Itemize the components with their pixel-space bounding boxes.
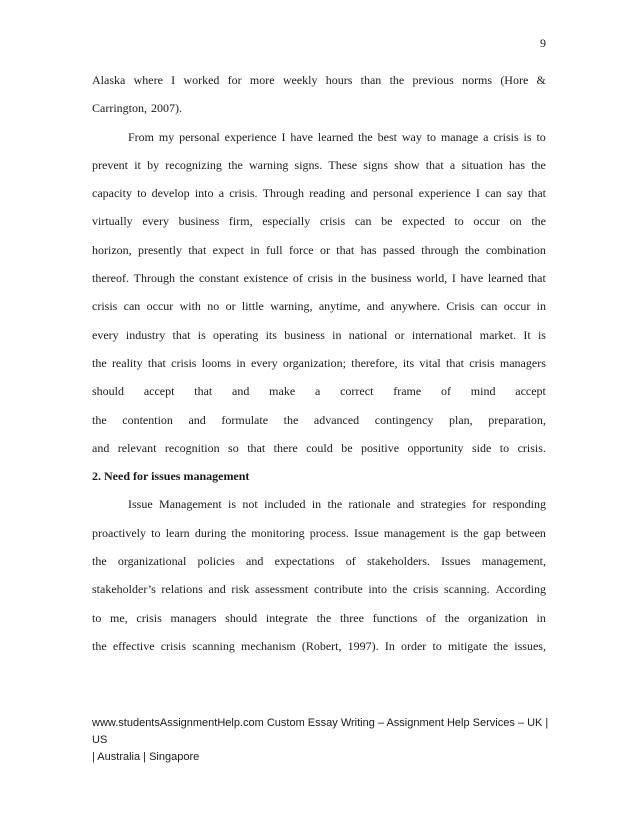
word: occur — [503, 299, 531, 314]
word: business — [370, 271, 412, 286]
word: contribute — [314, 582, 363, 597]
word: the — [231, 525, 247, 540]
footer-line-1: www.studentsAssignmentHelp.com Custom Essay Writing – Assignment Help Services – UK | US — [92, 717, 549, 746]
word: of — [345, 554, 356, 569]
word: to — [536, 129, 546, 144]
text-line — [92, 434, 546, 462]
paragraphs-after-heading — [92, 490, 546, 660]
word: managers — [499, 355, 546, 370]
word: existence — [243, 271, 289, 286]
text-line — [92, 349, 546, 377]
word: manage — [440, 129, 479, 144]
word: included — [264, 497, 306, 512]
word: should — [225, 610, 258, 625]
word: in — [536, 299, 546, 314]
word: international — [411, 327, 473, 342]
word: could — [306, 440, 333, 455]
text-line — [92, 604, 546, 632]
word: or — [225, 299, 236, 314]
text-line — [92, 179, 546, 207]
word: It — [523, 327, 531, 342]
word: industry — [125, 327, 166, 342]
word: the — [444, 610, 460, 625]
word: to — [499, 440, 510, 455]
word: warning, — [270, 299, 313, 314]
word: to — [137, 186, 147, 201]
paragraph — [92, 66, 546, 123]
word: make — [269, 384, 296, 399]
word: in — [236, 355, 246, 370]
word: crisis — [171, 355, 197, 370]
word: of — [426, 610, 436, 625]
word: be — [381, 214, 393, 229]
word: rationale — [348, 497, 391, 512]
word: advanced — [313, 412, 360, 427]
word: three — [339, 610, 364, 625]
word: accept — [143, 384, 175, 399]
word: risk — [231, 582, 250, 597]
word: previous — [412, 73, 454, 87]
word: the — [327, 497, 343, 512]
word: worked — [183, 73, 220, 87]
word: say — [506, 186, 523, 201]
word: anywhere. — [390, 299, 441, 314]
text-line — [92, 547, 546, 575]
word: occur — [146, 299, 174, 314]
word: experience — [224, 129, 277, 144]
text-line — [92, 236, 546, 264]
word: learn — [165, 525, 190, 540]
word: recognizing — [165, 157, 222, 172]
word: virtually — [92, 214, 133, 229]
word: the — [392, 582, 408, 597]
word: crisis — [160, 638, 187, 653]
word: opportunity — [407, 440, 464, 455]
word: and — [92, 440, 110, 455]
word: the — [316, 610, 332, 625]
word: proactively — [92, 525, 146, 540]
word: organization; — [282, 355, 346, 370]
paragraphs-before-heading — [92, 66, 546, 462]
word: policies — [197, 554, 235, 569]
word: assessment — [255, 582, 309, 597]
word: monitoring — [251, 525, 305, 540]
word: is — [523, 129, 532, 144]
word: the — [464, 242, 480, 257]
word: and — [366, 299, 385, 314]
word: a — [314, 384, 321, 399]
word: during — [194, 525, 227, 540]
word: so — [228, 440, 239, 455]
word: that — [147, 355, 166, 370]
word: constant — [198, 271, 239, 286]
word: that — [446, 355, 465, 370]
word: every — [142, 214, 169, 229]
word: of — [440, 384, 451, 399]
word: & — [536, 73, 546, 87]
word: In — [384, 638, 395, 653]
word: management, — [481, 554, 546, 569]
word: have — [290, 129, 314, 144]
word: that — [336, 242, 355, 257]
word: preparation, — [488, 412, 546, 427]
word: in — [332, 327, 342, 342]
word: business — [178, 214, 220, 229]
word: I — [451, 271, 456, 286]
word: more — [249, 73, 275, 87]
word: (Hore — [500, 73, 529, 87]
text-line — [92, 207, 546, 235]
footer-line-2: | Australia | Singapore — [92, 751, 200, 763]
word: effective — [112, 638, 155, 653]
word: contention — [122, 412, 173, 427]
word: to — [426, 129, 437, 144]
word: is — [450, 525, 459, 540]
word: and — [350, 186, 368, 201]
word: in — [250, 242, 260, 257]
word: I — [475, 186, 480, 201]
word: situation — [461, 157, 503, 172]
word: crisis. — [517, 440, 546, 455]
word: develop — [151, 186, 190, 201]
word: that — [528, 186, 546, 201]
word: the — [228, 157, 243, 172]
word: I — [281, 129, 286, 144]
paragraph — [92, 123, 546, 463]
text-line — [92, 632, 546, 660]
word: should — [92, 384, 125, 399]
word: the — [179, 271, 195, 286]
word: into — [194, 186, 214, 201]
word: norms — [462, 73, 493, 87]
word: every — [92, 327, 119, 342]
paragraph — [92, 490, 546, 660]
word: operating — [213, 327, 259, 342]
word: the — [92, 355, 107, 370]
word: crisis — [469, 355, 495, 370]
word: positive — [361, 440, 400, 455]
word: has — [509, 157, 525, 172]
word: of — [292, 271, 303, 286]
word: scanning. — [444, 582, 490, 597]
word: passed — [382, 242, 415, 257]
word: the — [92, 554, 107, 569]
word: Issue — [353, 525, 379, 540]
word: (Robert, — [301, 638, 342, 653]
word: and — [232, 384, 250, 399]
word: be — [341, 440, 353, 455]
word: capacity — [92, 186, 132, 201]
word: for — [472, 497, 487, 512]
word: combination — [485, 242, 546, 257]
word: learned — [487, 271, 524, 286]
word: the — [283, 412, 299, 427]
word: can — [485, 186, 502, 201]
word: frame — [393, 384, 422, 399]
word: by — [147, 157, 160, 172]
word: integrate — [265, 610, 308, 625]
word: its — [265, 327, 277, 342]
word: is — [537, 327, 546, 342]
word: stakeholders. — [366, 554, 430, 569]
word: or — [319, 242, 330, 257]
word: me, — [110, 610, 128, 625]
word: therefore, — [351, 355, 398, 370]
word: crisis — [136, 610, 162, 625]
word: Issue — [128, 497, 153, 512]
word: have — [460, 271, 484, 286]
text-line — [92, 123, 546, 151]
word: management — [383, 525, 446, 540]
word: where — [133, 73, 163, 87]
word: occur — [473, 214, 501, 229]
page-number: 9 — [540, 36, 546, 50]
word: correct — [340, 384, 374, 399]
word: and — [396, 497, 415, 512]
word: organizational — [117, 554, 187, 569]
word: reading — [309, 186, 346, 201]
word: crisis. — [229, 186, 258, 201]
word: there — [273, 440, 298, 455]
word: process. — [309, 525, 349, 540]
word: Through — [133, 271, 175, 286]
word: stakeholder’s — [92, 582, 156, 597]
word: full — [265, 242, 283, 257]
word: between — [505, 525, 546, 540]
word: the — [389, 73, 405, 87]
word: crisis — [413, 582, 439, 597]
word: horizon, — [92, 242, 132, 257]
word: no — [207, 299, 220, 314]
word: market. — [479, 327, 517, 342]
word: into — [368, 582, 388, 597]
word: can — [354, 214, 372, 229]
body-text — [92, 66, 546, 660]
footer — [92, 715, 562, 766]
word: Alaska — [92, 73, 126, 87]
word: reality — [111, 355, 143, 370]
word: anytime, — [318, 299, 361, 314]
word: every — [250, 355, 278, 370]
word: Crisis — [446, 299, 475, 314]
word: especially — [262, 214, 311, 229]
word: gap — [483, 525, 501, 540]
word: world, — [416, 271, 448, 286]
word: the — [531, 214, 546, 229]
word: a — [483, 129, 489, 144]
word: According — [495, 582, 546, 597]
word: expected — [402, 214, 445, 229]
word: show — [394, 157, 420, 172]
word: its — [402, 355, 415, 370]
word: order — [400, 638, 427, 653]
word: can — [480, 299, 498, 314]
word: These — [328, 157, 358, 172]
word: functions — [372, 610, 418, 625]
text-line — [92, 264, 546, 292]
text-line — [92, 151, 546, 179]
word: that — [188, 242, 207, 257]
word: weekly — [282, 73, 318, 87]
word: to — [432, 638, 442, 653]
word: plan, — [449, 412, 473, 427]
word: crisis — [319, 214, 346, 229]
word: relations — [161, 582, 203, 597]
word: the — [358, 129, 373, 144]
word: 2007). — [151, 101, 182, 116]
word: has — [360, 242, 377, 257]
word: personal — [372, 186, 414, 201]
word: can — [123, 299, 141, 314]
text-line — [92, 94, 546, 122]
word: mechanism — [241, 638, 296, 653]
word: or — [394, 327, 405, 342]
word: crisis — [493, 129, 519, 144]
word: on — [509, 214, 522, 229]
word: the — [463, 525, 479, 540]
word: is — [228, 497, 237, 512]
word: contingency — [374, 412, 434, 427]
word: than — [360, 73, 382, 87]
word: not — [242, 497, 258, 512]
word: From — [128, 129, 155, 144]
word: presently — [137, 242, 182, 257]
word: and — [188, 412, 206, 427]
word: I — [171, 73, 176, 87]
word: prevent — [92, 157, 128, 172]
word: side — [471, 440, 492, 455]
text-line — [92, 66, 546, 94]
word: thereof. — [92, 271, 129, 286]
text-line — [92, 519, 546, 547]
word: and — [208, 582, 226, 597]
word: to — [92, 610, 102, 625]
word: that — [527, 271, 546, 286]
word: a — [449, 157, 456, 172]
word: the — [493, 638, 509, 653]
word: in — [536, 610, 546, 625]
text-line — [92, 292, 546, 320]
text-line — [92, 406, 546, 434]
word: that — [172, 327, 191, 342]
word: national — [348, 327, 388, 342]
word: best — [377, 129, 397, 144]
word: crisis — [92, 299, 118, 314]
word: the — [92, 638, 107, 653]
word: scanning — [192, 638, 235, 653]
word: is — [197, 327, 206, 342]
word: Carrington, — [92, 101, 147, 116]
word: strategies — [420, 497, 466, 512]
word: issues, — [514, 638, 546, 653]
word: responding — [492, 497, 546, 512]
word: vital — [419, 355, 441, 370]
word: to — [151, 525, 161, 540]
word: expectations — [274, 554, 335, 569]
section-heading: 2. Need for issues management — [92, 469, 250, 484]
word: mitigate — [447, 638, 488, 653]
word: in — [337, 271, 347, 286]
word: 1997). — [347, 638, 379, 653]
word: relevant — [117, 440, 157, 455]
word: to — [454, 214, 464, 229]
word: force — [288, 242, 314, 257]
word: hours — [325, 73, 353, 87]
word: firm, — [228, 214, 253, 229]
word: experience — [418, 186, 471, 201]
word: in — [311, 497, 322, 512]
text-line — [92, 321, 546, 349]
word: with — [179, 299, 201, 314]
word: expect — [212, 242, 244, 257]
text-line — [92, 490, 546, 518]
word: that — [247, 440, 266, 455]
word: way — [401, 129, 422, 144]
word: recognition — [164, 440, 220, 455]
word: learned — [317, 129, 354, 144]
word: crisis — [307, 271, 333, 286]
word: and — [246, 554, 264, 569]
word: it — [134, 157, 141, 172]
word: signs. — [294, 157, 323, 172]
text-line — [92, 377, 546, 405]
word: looms — [201, 355, 232, 370]
word: Management — [159, 497, 222, 512]
word: that — [425, 157, 444, 172]
word: business — [284, 327, 325, 342]
word: Issues — [441, 554, 471, 569]
word: that — [194, 384, 213, 399]
word: through — [421, 242, 459, 257]
word: accept — [515, 384, 546, 399]
word: formulate — [221, 412, 269, 427]
word: the — [531, 157, 546, 172]
word: for — [227, 73, 242, 87]
word: mind — [470, 384, 496, 399]
word: Through — [262, 186, 305, 201]
text-line — [92, 575, 546, 603]
word: managers — [170, 610, 217, 625]
word: my — [158, 129, 175, 144]
word: warning — [249, 157, 289, 172]
word: the — [92, 412, 107, 427]
word: little — [241, 299, 264, 314]
word: personal — [179, 129, 220, 144]
word: a — [218, 186, 225, 201]
word: organization — [468, 610, 528, 625]
word: the — [351, 271, 367, 286]
word: signs — [363, 157, 388, 172]
